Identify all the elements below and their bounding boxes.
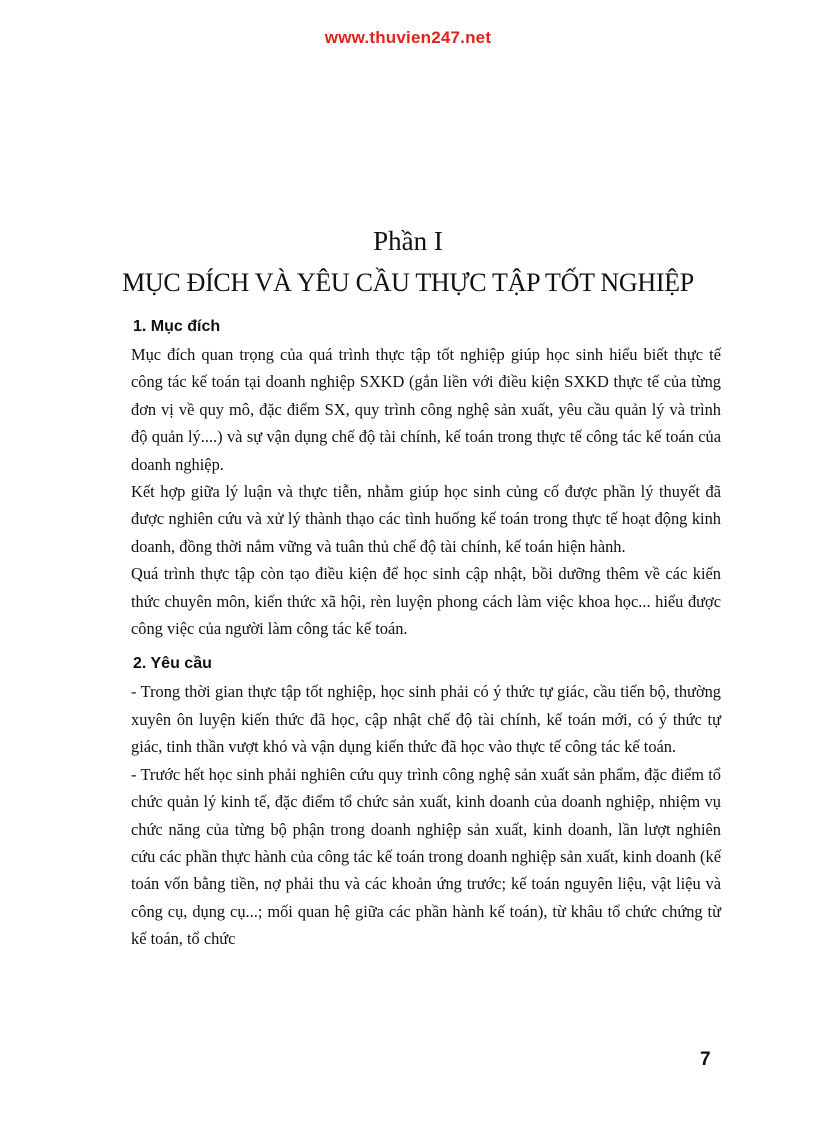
page-content [131, 313, 721, 953]
paragraph: Kết hợp giữa lý luận và thực tiễn, nhằm giúp học sinh củng cố được phần lý thuyết đã được nghiên cứu và xử lý thành thạo các tình huống kế toán trong thực tế hoạt động kinh doanh, đồng thời nắm vững và tuân thủ chế độ tài chính, kế toán hiện hành. [131, 482, 721, 556]
page-number: 7 [700, 1049, 711, 1070]
paragraph: - Trước hết học sinh phải nghiên cứu quy trình công nghệ sản xuất sản phẩm, đặc điểm tổ chức quản lý kinh tế, đặc điểm tổ chức sản xuất, kinh doanh của doanh nghiệp, nhiệm vụ chức năng của từng bộ phận trong doanh nghiệp sản xuất, kinh doanh, lần lượt nghiên cứu các phần thực hành của công tác kế toán trong doanh nghiệp sản xuất, kinh doanh (kế toán vốn bằng tiền, nợ phải thu và các khoản ứng trước; kế toán nguyên liệu, vật liệu và công cụ, dụng cụ...; mối quan hệ giữa các phần hành kế toán), từ khâu tổ chức chứng từ kế toán, tổ chức [131, 764, 721, 949]
section-heading-purpose: 1. Mục đích [133, 318, 221, 335]
section-heading-requirements: 2. Yêu cầu [133, 655, 212, 673]
paragraph: Quá trình thực tập còn tạo điều kiện để học sinh cập nhật, bồi dưỡng thêm về các kiến thức chuyên môn, kiến thức xã hội, rèn luyện phong cách làm việc khoa học... hiểu được công việc của người làm công tác kế toán. [131, 564, 721, 639]
paragraph: - Trong thời gian thực tập tốt nghiệp, học sinh phải có ý thức tự giác, cầu tiến bộ, thường xuyên ôn luyện kiến thức đã học, cập nhật chế độ tài chính, kế toán mới, có ý thức tự giác, tinh thần vượt khó và vận dụng kiến thức đã học vào thực tế công tác kế toán. [131, 682, 721, 757]
chapter-title: MỤC ĐÍCH VÀ YÊU CẦU THỰC TẬP TỐT NGHIỆP [122, 268, 694, 297]
watermark-url[interactable]: www.thuvien247.net [324, 28, 492, 47]
paragraph: Mục đích quan trọng của quá trình thực tập tốt nghiệp giúp học sinh hiểu biết thực tế công tác kế toán tại doanh nghiệp SXKD (gắn liền với điều kiện SXKD thực tế của từng đơn vị về quy mô, đặc điểm SX, quy trình công nghệ sản xuất, yêu cầu quản lý và trình độ quản lý....) và sự vận dụng chế độ tài chính, kế toán trong thực tế công tác kế toán của doanh nghiệp. [131, 345, 721, 474]
part-label: Phần I [373, 226, 443, 256]
